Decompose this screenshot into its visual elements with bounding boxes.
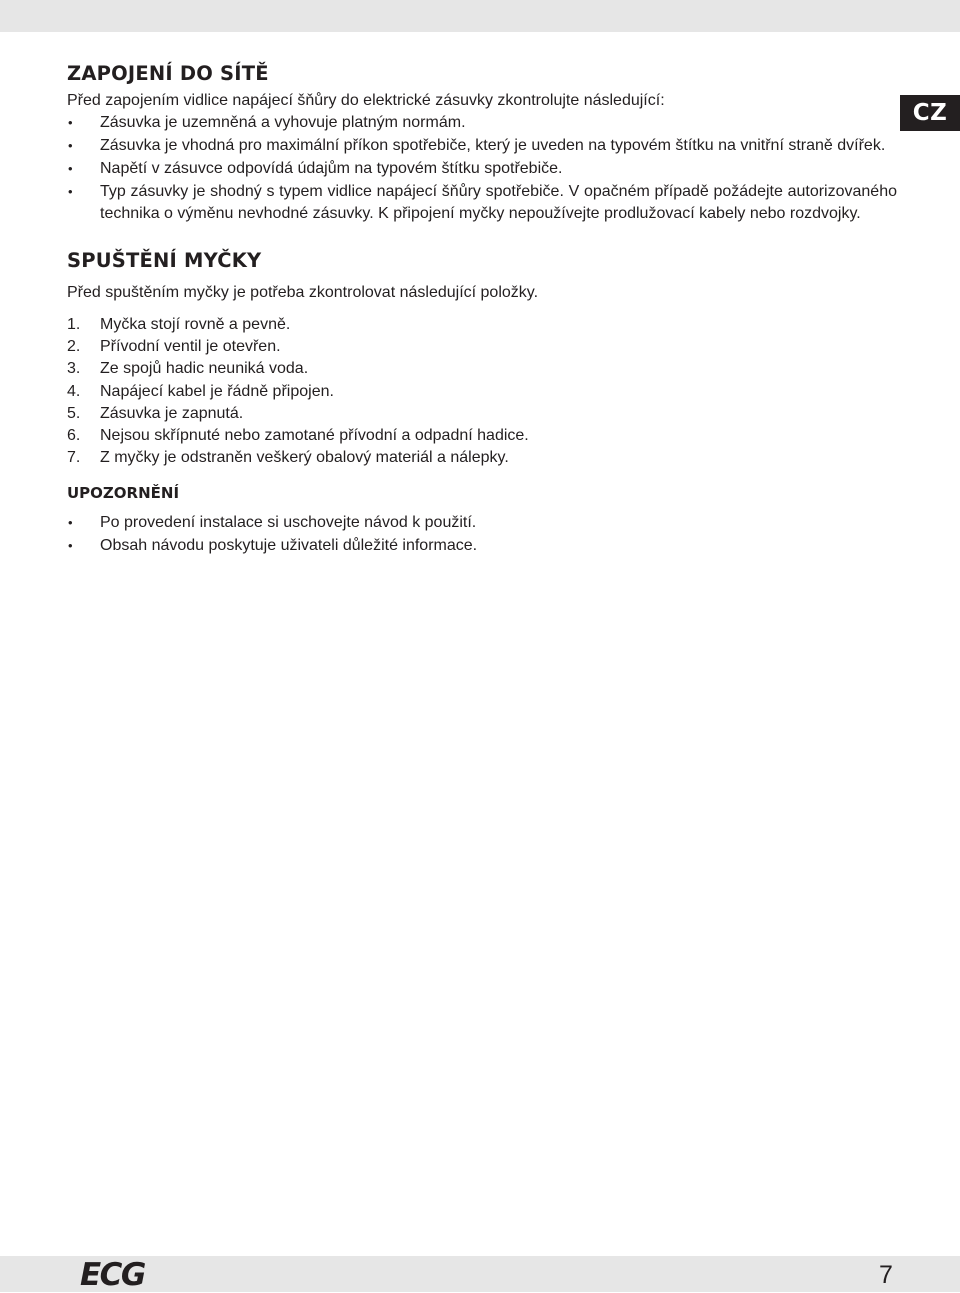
list-item-text: Napětí v zásuvce odpovídá údajům na typovém štítku spotřebiče. (100, 160, 563, 177)
list-item-text: Po provedení instalace si uschovejte návod k použití. (100, 514, 477, 532)
list-item (67, 447, 897, 469)
bullet-icon: • (68, 538, 73, 554)
list-item-number: 5. (67, 404, 81, 422)
list-item (67, 181, 897, 225)
section-intro: Před spuštěním myčky je potřeba zkontrolovat následující položky. (67, 284, 539, 301)
list-item-text: Přívodní ventil je otevřen. (100, 338, 281, 356)
section-intro: Před zapojením vidlice napájecí šňůry do elektrické zásuvky zkontrolujte následující: (67, 92, 665, 109)
bullet-icon: • (68, 115, 73, 130)
list-item-text: Zásuvka je uzemněná a vyhovuje platným normám. (100, 114, 466, 131)
list-item-text: Obsah návodu poskytuje uživateli důležité informace. (100, 537, 478, 555)
numbered-list (67, 314, 897, 469)
list-item-number: 4. (67, 382, 81, 400)
list-item-number: 3. (67, 360, 81, 378)
page-content (67, 60, 897, 557)
page-number: 7 (879, 1261, 893, 1289)
section-title-warning: UPOZORNĚNÍ (67, 484, 180, 503)
bullet-icon: • (68, 138, 73, 153)
list-item-text: Ze spojů hadic neuniká voda. (100, 360, 309, 378)
list-item-text: Myčka stojí rovně a pevně. (100, 316, 291, 333)
list-item-text: Typ zásuvky je shodný s typem vidlice napájecí šňůry spotřebiče. V opačném případě požádejte autorizovaného technika o výměnu nevhodné zásuvky. K připojení myčky nepoužívejte prodlužovací kabely nebo rozdvojky. (100, 183, 897, 222)
list-item (67, 358, 897, 380)
list-item-text: Zásuvka je zapnutá. (100, 404, 244, 422)
list-item (67, 135, 897, 157)
list-item-number: 7. (67, 449, 81, 467)
list-item (67, 158, 897, 180)
list-item (67, 425, 897, 447)
list-item (67, 314, 897, 336)
header-band (0, 0, 960, 32)
list-item (67, 112, 897, 134)
language-tab: CZ (900, 95, 960, 131)
list-item (67, 403, 897, 425)
list-item-number: 2. (67, 338, 81, 356)
list-item (67, 535, 897, 557)
bullet-icon: • (68, 184, 73, 199)
list-item (67, 381, 897, 403)
list-item (67, 336, 897, 358)
list-item-text: Napájecí kabel je řádně připojen. (100, 382, 334, 400)
bullet-icon: • (68, 515, 73, 531)
list-item (67, 512, 897, 534)
section-title-starting-dishwasher: SPUŠTĚNÍ MYČKY (67, 249, 262, 272)
list-item-number: 1. (67, 316, 81, 333)
brand-logo: ECG (80, 1257, 145, 1293)
bullet-list (67, 112, 897, 225)
bullet-icon: • (68, 161, 73, 176)
bullet-list (67, 512, 897, 557)
list-item-text: Nejsou skřípnuté nebo zamotané přívodní a odpadní hadice. (100, 427, 529, 445)
list-item-text: Zásuvka je vhodná pro maximální příkon spotřebiče, který je uveden na typovém štítku na vnitřní straně dvířek. (100, 137, 886, 154)
list-item-number: 6. (67, 427, 81, 445)
section-title-mains-connection: ZAPOJENÍ DO SÍTĚ (67, 62, 269, 85)
list-item-text: Z myčky je odstraněn veškerý obalový materiál a nálepky. (100, 449, 509, 467)
